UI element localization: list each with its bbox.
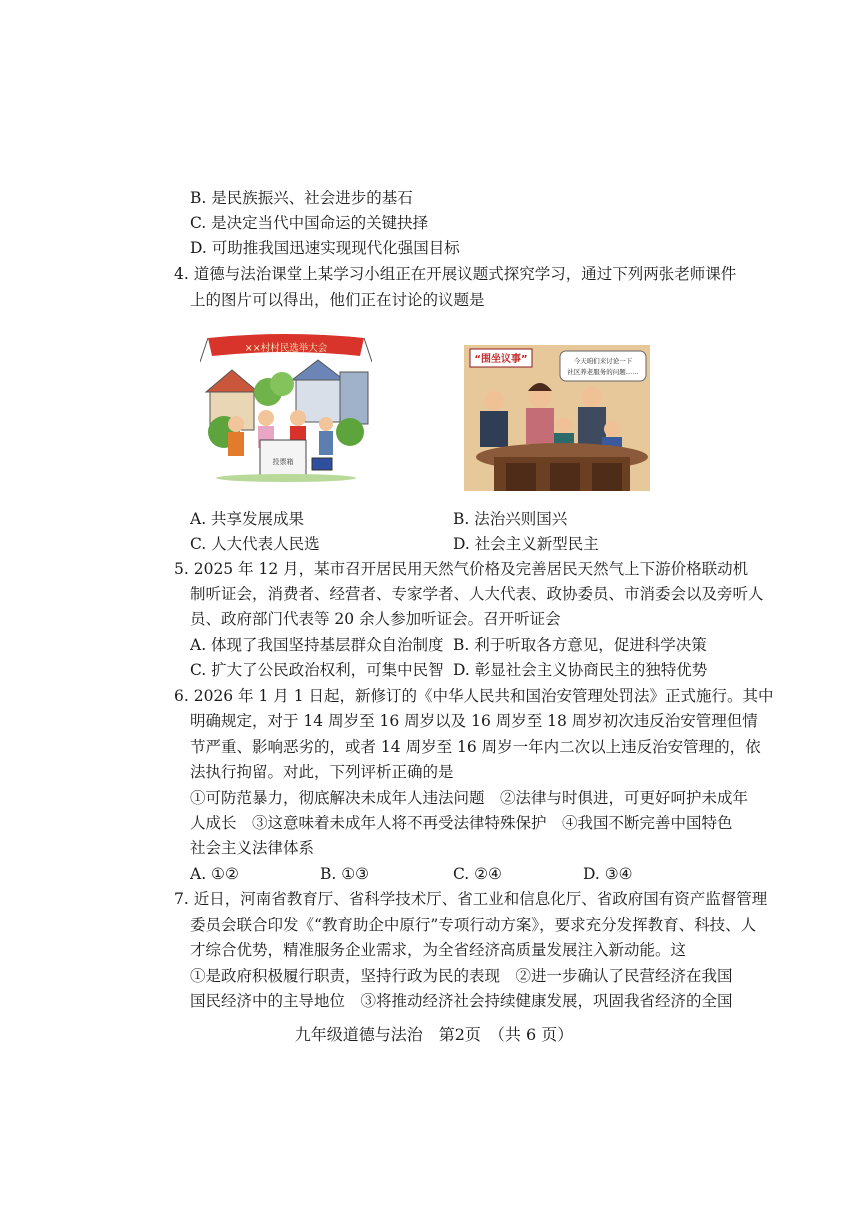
q6-option-a: A. ①② [190,865,239,883]
q6-stem-line3: 节严重、影响恶劣的，或者 14 周岁至 16 周岁一年内二次以上违反治安管理的，依 [190,738,761,756]
q6-option-b: B. ①③ [320,865,370,883]
q7-statement-line2: 国民经济中的主导地位 ③将推动经济社会持续健康发展，巩固我省经济的全国 [190,992,733,1010]
election-banner-text: ××村村民选举大会 [244,343,328,354]
q6-statement-line3: 社会主义法律体系 [190,839,315,857]
speech-bubble-line2: 社区养老服务的问题…… [567,368,639,376]
q4-option-b: B. 法治兴则国兴 [453,510,568,528]
q5-stem-line1: 5. 2025 年 12 月，某市召开居民用天然气价格及完善居民天然气上下游价格联动机 [174,560,749,578]
q6-statement-line2: 人成长 ③这意味着未成年人将不再受法律特殊保护 ④我国不断完善中国特色 [190,814,733,832]
village-election-illustration [200,332,372,482]
q6-stem-line4: 法执行拘留。对此，下列评析正确的是 [190,763,454,781]
q5-option-d: D. 彰显社会主义协商民主的独特优势 [453,661,708,679]
q5-option-a: A. 体现了我国坚持基层群众自治制度 [190,636,444,654]
q6-option-d: D. ③④ [583,865,633,883]
q3-option-c: C. 是决定当代中国命运的关键抉择 [190,214,429,232]
q4-option-c: C. 人大代表人民选 [190,535,320,553]
q6-statement-line1: ①可防范暴力，彻底解决未成年人违法问题 ②法律与时俱进，可更好呵护未成年 [190,789,749,807]
discussion-sign-text: “围坐议事” [474,354,528,365]
page-footer: 九年级道德与法治 第2页 （共 6 页） [294,1025,574,1044]
q6-stem-line2: 明确规定，对于 14 周岁至 16 周岁以及 16 周岁至 18 周岁初次违反治安管理但情 [190,712,758,730]
q7-stem-line2: 委员会联合印发《“教育助企中原行”专项行动方案》，要求充分发挥教育、科技、人 [190,916,757,934]
q6-stem-line1: 6. 2026 年 1 月 1 日起，新修订的《中华人民共和国治安管理处罚法》正式施行。其中 [174,687,774,705]
q4-option-a: A. 共享发展成果 [190,510,305,528]
q3-option-d: D. 可助推我国迅速实现现代化强国目标 [190,239,460,257]
q7-stem-line3: 才综合优势，精准服务企业需求，为全省经济高质量发展注入新动能。这 [190,941,687,959]
q6-option-c: C. ②④ [453,865,502,883]
q5-option-b: B. 利于听取各方意见，促进科学决策 [453,636,707,654]
q4-stem-line1: 4. 道德与法治课堂上某学习小组正在开展议题式探究学习，通过下列两张老师课件 [174,265,737,283]
ballot-box-label: 投票箱 [272,458,294,466]
q5-stem-line3: 员、政府部门代表等 20 余人参加听证会。召开听证会 [190,610,561,628]
community-discussion-illustration [464,345,650,491]
q4-option-d: D. 社会主义新型民主 [453,535,599,553]
q5-option-c: C. 扩大了公民政治权利，可集中民智 [190,661,444,679]
speech-bubble-line1: 今天咱们来讨论一下 [573,357,633,365]
q7-stem-line1: 7. 近日，河南省教育厅、省科学技术厅、省工业和信息化厅、省政府国有资产监督管理 [174,890,768,908]
q7-statement-line1: ①是政府积极履行职责，坚持行政为民的表现 ②进一步确认了民营经济在我国 [190,967,733,985]
q4-stem-line2: 上的图片可以得出，他们正在讨论的议题是 [190,291,485,309]
q5-stem-line2: 制听证会，消费者、经营者、专家学者、人大代表、政协委员、市消委会以及旁听人 [190,585,764,603]
q3-option-b: B. 是民族振兴、社会进步的基石 [190,189,413,207]
